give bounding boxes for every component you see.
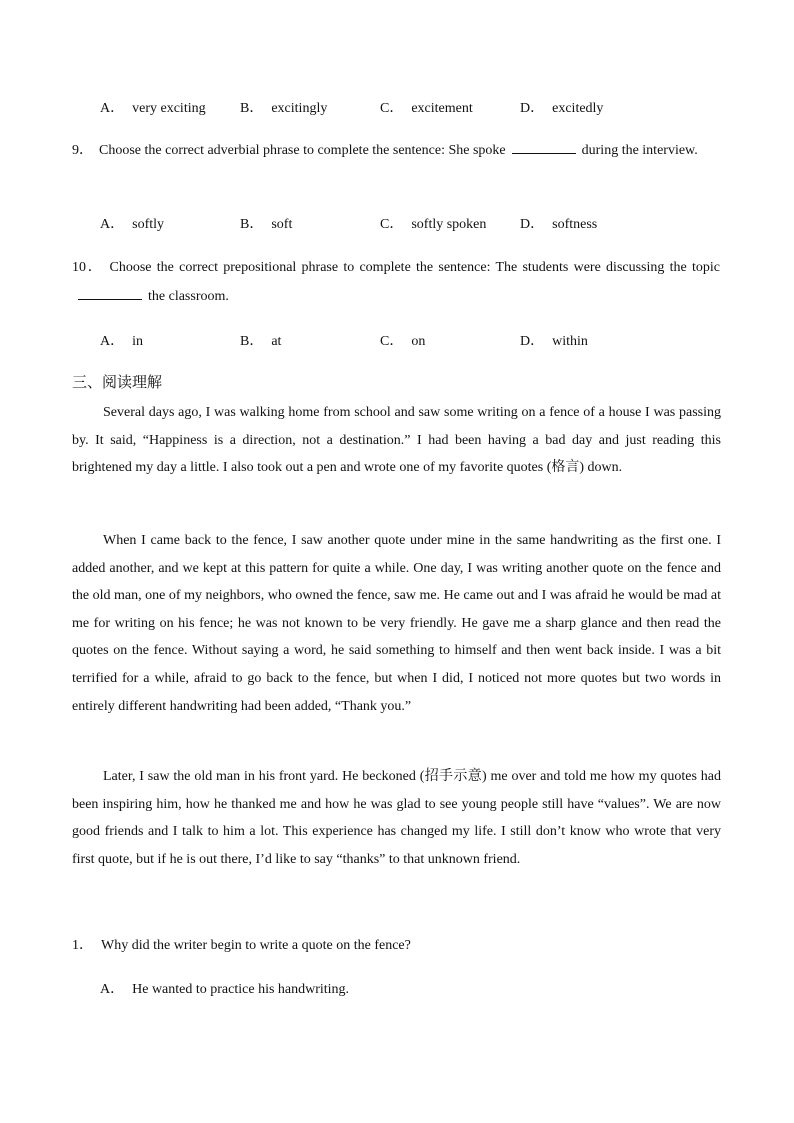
- q8-option-a[interactable]: A． very exciting: [100, 101, 206, 116]
- answer-blank[interactable]: [512, 139, 576, 154]
- q8-option-c[interactable]: C． excitement: [380, 101, 473, 116]
- section-title: 三、阅读理解: [72, 373, 163, 391]
- q8-options: [100, 97, 750, 117]
- q10-option-a[interactable]: A． in: [100, 334, 144, 349]
- q10-option-b[interactable]: B． at: [240, 334, 282, 349]
- q10-option-c[interactable]: C． on: [380, 334, 426, 349]
- q10-option-d[interactable]: D． within: [520, 334, 588, 349]
- q9-option-d[interactable]: D． softness: [520, 217, 598, 232]
- passage-paragraph-2: When I came back to the fence, I saw another quote under mine in the same handwriting as the first one. I added another, and we kept at this pattern for quite a while. One day, I was writing another quote on the fence and the old man, one of my neighbors, who owned the fence, saw me. He came out and I was afraid he would be mad at me for writing on his fence; he was not known to be very friendly. He gave me a sharp glance and then read the quotes on the fence. Without saying a word, he said something to himself and then went back inside. I was a bit terrified for a while, afraid to go back to the fence, but when I did, I noticed not more quotes but two words in entirely different handwriting had been added, “Thank you.”: [72, 533, 721, 714]
- q8-option-b[interactable]: B． excitingly: [240, 101, 328, 116]
- passage-paragraph-1: Several days ago, I was walking home from school and saw some writing on a fence of a house I was passing by. It said, “Happiness is a direction, not a destination.” I had been having a bad day and just reading this brightened my day a little. I also took out a pen and wrote one of my favorite quotes (格言) down.: [72, 405, 721, 476]
- comprehension-q1-option-a[interactable]: A． He wanted to practice his handwriting.: [100, 982, 350, 997]
- comprehension-question-1: 1． Why did the writer begin to write a quote on the fence?: [72, 938, 411, 953]
- q9-option-b[interactable]: B． soft: [240, 217, 293, 232]
- passage-paragraph-3: Later, I saw the old man in his front yard. He beckoned (招手示意) me over and told me how my quotes had been inspiring him, how he thanked me and how he was glad to see young people still have “values”. We are now good friends and I talk to him a lot. This experience has changed my life. I still don’t know who wrote that very first quote, but if he is out there, I’d like to say “thanks” to that unknown friend.: [72, 769, 721, 867]
- q10-options: [100, 330, 750, 350]
- q9-option-c[interactable]: C． softly spoken: [380, 217, 487, 232]
- q9-option-a[interactable]: A． softly: [100, 217, 165, 232]
- answer-blank[interactable]: [78, 285, 142, 300]
- q9-options: [100, 213, 750, 233]
- question-10: 10． Choose the correct prepositional phrase to complete the sentence: The students were discussing the topicthe classroom.: [72, 260, 720, 304]
- q8-option-d[interactable]: D． excitedly: [520, 101, 604, 116]
- question-9: 9． Choose the correct adverbial phrase to complete the sentence: She spoke during the interview.: [72, 136, 720, 165]
